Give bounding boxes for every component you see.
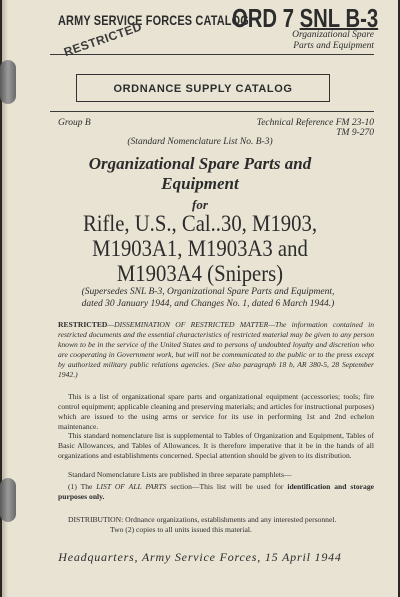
supersedes-line1: (Supersedes SNL B-3, Organizational Spare Parts and Equipment, [81,287,335,297]
distribution [58,515,374,535]
paragraph-pamphlets: Standard Nomenclature Lists are published in three separate pamphlets— [68,470,292,479]
catalog-label: ARMY SERVICE FORCES CATALOG [58,12,249,28]
title-line2: Equipment [161,174,239,193]
tech-ref-line2: TM 9-270 [336,128,374,138]
rifle-line3: M1903A4 (Snipers) [116,261,284,286]
header-subtitle-line1: Organizational Spare [292,30,374,40]
list-mid: section—This list will be used for [166,482,288,491]
rifle-line2: M1903A1, M1903A3 and [92,236,308,261]
title-for: for [192,197,208,212]
rifle-line1: Rifle, U.S., Cal..30, M1903, [82,211,318,236]
tech-ref-line1: Technical Reference FM 23-10 [256,118,374,128]
title-line1: Organizational Spare Parts and [88,154,312,173]
supersedes-note [42,287,374,310]
list-name: LIST OF ALL PARTS [96,482,167,491]
header-rule-bottom [50,111,374,112]
rifle-models [22,211,378,286]
binder-clip-top [0,60,16,104]
catalog-code-ord: ORD 7 [232,3,294,33]
paragraph-supplemental: This standard nomenclature list is supplemental to Tables of Organization and Equipment, Tables of Basic Allowances, and Tables of Allowances. It is therefore imperative that it be in the hands of all organizations and establishments concerned. Special attention should be given to its distribution. [58,431,374,460]
restricted-notice [58,320,374,380]
supply-catalog-box [76,74,330,102]
restricted-notice-lead: RESTRICTED [58,320,108,329]
catalog-page [2,0,398,597]
header-subtitle-line2: Parts and Equipment [293,41,374,51]
distribution-text1: Ordnance organizations, establishments and any interested personnel. [123,515,337,524]
supersedes-line2: dated 30 January 1944, and Changes No. 1, dated 6 March 1944.) [81,298,335,309]
headquarters-footer: Headquarters, Army Service Forces, 15 April 1944 [58,550,342,564]
technical-reference [257,118,374,138]
distribution-line1 [58,515,374,525]
paragraph-list-of-parts [58,482,374,502]
restricted-notice-heading: —DISSEMINATION OF RESTRICTED MATTER [107,320,269,329]
list-prefix: (1) The [68,482,97,491]
group-label: Group B [58,118,91,128]
catalog-code-snl: SNL B-3 [299,3,379,33]
paragraph-purpose: This is a list of organizational spare parts and organizational equipment (accessories; tools; fire control equipment; applicable cleaning and preserving materials; and articles for instructional purposes) which are issued to the using arms or service for its use in performing 1st and 2nd echelon maintenance. [58,392,374,431]
restricted-stamp: RESTRICTED [62,19,144,60]
document-title [2,154,398,194]
nomenclature-note: (Standard Nomenclature List No. B-3) [127,137,273,147]
distribution-line2: Two (2) copies to all units issued this material. [110,525,252,534]
header-rule-top [50,54,374,55]
supply-catalog-title: ORDNANCE SUPPLY CATALOG [113,83,293,95]
binder-clip-bottom [0,478,16,522]
restricted-notice-body: —The information contained in restricted documents and the essential characteristics of restricted material may be given to any person known to be in the service of the United States and to persons of undoubted loyalty and discretion who are cooperating in Government work, but will not be communicated to the public or to the press except by authorized military public relations agencies. (See also paragraph 18 b, AR 380-5, 28 September 1942.) [58,320,374,379]
list-purpose: identification and storage purposes only. [58,482,374,501]
distribution-label: DISTRIBUTION: [68,515,124,524]
